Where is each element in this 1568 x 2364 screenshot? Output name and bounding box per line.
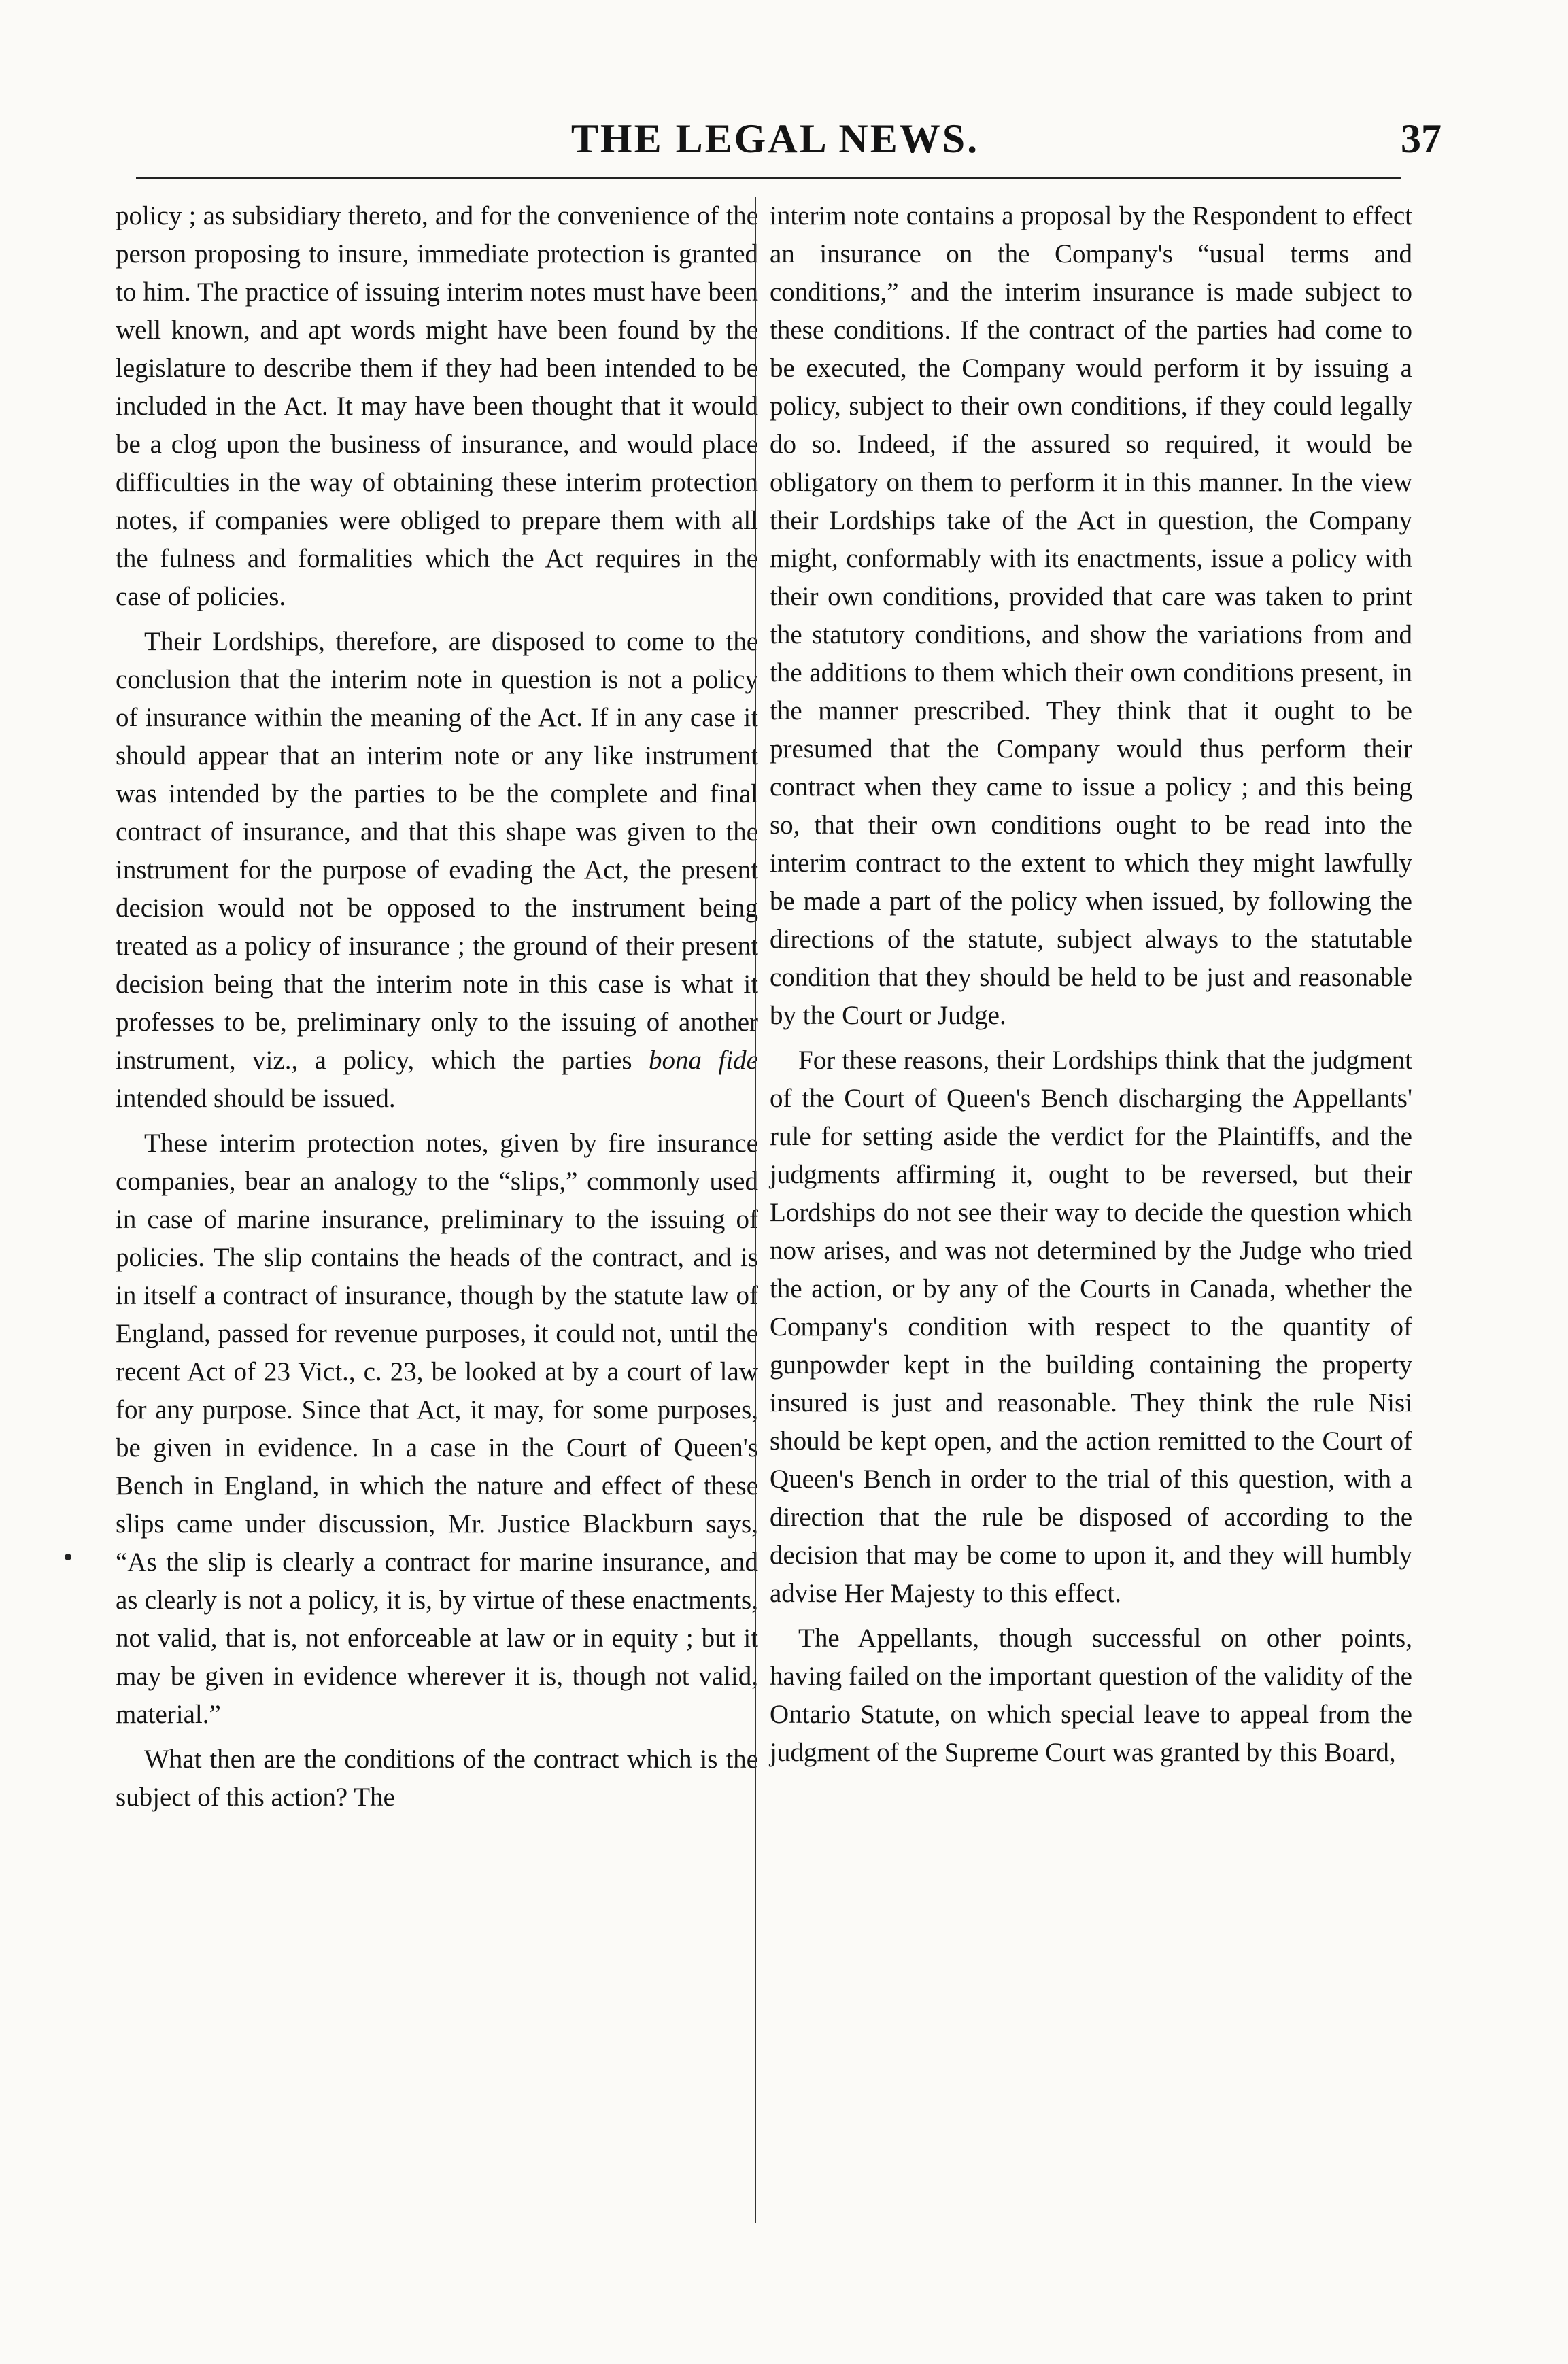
page-number: 37: [1401, 116, 1442, 161]
left-column: [116, 197, 758, 1823]
left-paragraph-1: policy ; as subsidiary thereto, and for the convenience of the person proposing to insure, immediate protection is granted to him. The practice of issuing interim notes must have been well known, and apt words might have been found by the legislature to describe them if they had been intended to be included in the Act. It may have been thought that it would be a clog upon the business of insurance, and would place difficulties in the way of obtaining these interim protection notes, if companies were obliged to prepare them with all the fulness and formalities which the Act requires in the case of policies.: [116, 201, 758, 611]
left-paragraph-2: [116, 623, 758, 1118]
column-divider: [755, 197, 756, 2223]
left-paragraph-2-text: Their Lordships, therefore, are disposed to come to the conclusion that the interim note in question is not a policy of insurance within the meaning of the Act. If in any case it should appear that an interim note or any like instrument was intended by the parties to be the complete and final contract of insurance, and that this shape was given to the instrument for the purpose of evading the Act, the present decision would not be opposed to the instrument being treated as a policy of insurance ; the ground of their present decision being that the interim note in this case is what it professes to be, preliminary only to the issuing of another instrument, viz., a policy, which the parties: [116, 627, 758, 1075]
header-rule: [136, 177, 1401, 179]
right-paragraph-3: The Appellants, though successful on other points, having failed on the important question of the validity of the Ontario Statute, on which special leave to appeal from the judgment of the Supreme Court was granted by this Board,: [770, 1624, 1412, 1767]
margin-mark: [65, 1554, 71, 1560]
running-title: THE LEGAL NEWS.: [570, 116, 980, 161]
right-paragraph-2: For these reasons, their Lordships think that the judgment of the Court of Queen's Bench discharging the Appellants' rule for setting aside the verdict for the Plaintiffs, and the judgments affirming it, ought to be reversed, but their Lordships do not see their way to decide the question which now arises, and was not determined by the Judge who tried the action, or by any of the Courts in Canada, whether the Company's condition with respect to the quantity of gunpowder kept in the building containing the property insured is just and reasonable. They think the rule Nisi should be kept open, and the action remitted to the Court of Queen's Bench in order to the trial of this question, with a direction that the rule be disposed of according to the decision that may be come to upon it, and they will humbly advise Her Majesty to this effect.: [770, 1046, 1412, 1608]
page-header: [109, 116, 1442, 170]
left-paragraph-3: These interim protection notes, given by fire insurance companies, bear an analogy to the “slips,” commonly used in case of marine insurance, preliminary to the issuing of policies. The slip contains the heads of the contract, and is in itself a contract of insurance, though by the statute law of England, passed for revenue purposes, it could not, until the recent Act of 23 Vict., c. 23, be looked at by a court of law for any purpose. Since that Act, it may, for some purposes, be given in evidence. In a case in the Court of Queen's Bench in England, in which the nature and effect of these slips came under discussion, Mr. Justice Blackburn says, “As the slip is clearly a contract for marine insurance, and as clearly is not a policy, it is, by virtue of these enactments, not valid, that is, not enforceable at law or in equity ; but it may be given in evidence wherever it is, though not valid, material.”: [116, 1129, 758, 1729]
left-paragraph-2-tail: intended should be issued.: [116, 1084, 396, 1113]
left-paragraph-2-italic: bona fide: [649, 1046, 758, 1075]
right-paragraph-1: interim note contains a proposal by the Respondent to effect an insurance on the Company's “usual terms and conditions,” and the interim insurance is made subject to these conditions. If the contract of the parties had come to be executed, the Company would perform it by issuing a policy, subject to their own conditions, if they could legally do so. Indeed, if the assured so required, it would be obligatory on them to perform it in this manner. In the view their Lordships take of the Act in question, the Company might, conformably with its enactments, issue a policy with their own conditions, provided that care was taken to print the statutory conditions, and show the variations from and the additions to them which their own conditions present, in the manner prescribed. They think that it ought to be presumed that the Company would thus perform their contract when they came to issue a policy ; and this being so, that their own conditions ought to be read into the interim contract to the extent to which they might lawfully be made a part of the policy when issued, by following the directions of the statute, subject always to the statutable condition that they should be held to be just and reasonable by the Court or Judge.: [770, 201, 1412, 1030]
right-column: [770, 197, 1412, 1779]
left-paragraph-4: What then are the conditions of the contract which is the subject of this action? The: [116, 1745, 758, 1812]
